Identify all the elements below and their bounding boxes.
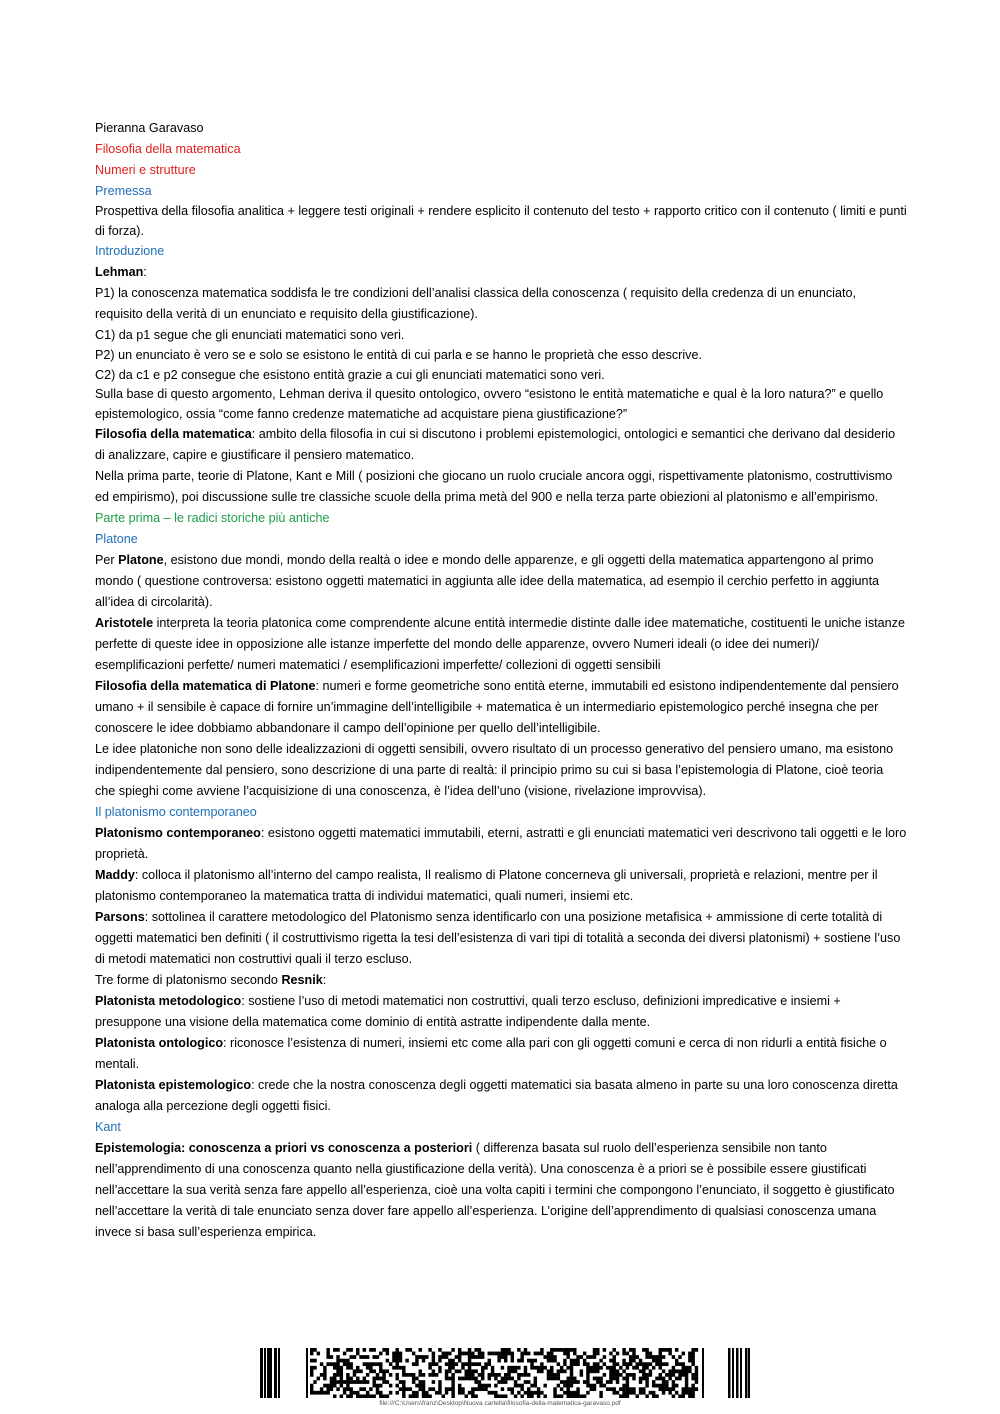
idee-platoniche-paragraph: Le idee platoniche non sono delle idealizzazioni di oggetti sensibili, ovvero risultato di un processo generativo del pensiero umano, ma esistono indipendentemente dal pensiero, sono descrizione di una parte di realtà: il principio primo su cui si basa l’epistemologia di Platone, cioè teoria che spieghi come avviene l’acquisizione di una conoscenza, è l’idea dell’uno (visione, rivelazione improvvisa). xyxy=(95,742,894,798)
ontologico-text: : riconosce l’esistenza di numeri, insiemi etc come alla pari con gli oggetti comuni e cerca di non ridurli a entità fisiche o mentali. xyxy=(95,1036,887,1071)
introduzione-heading: Introduzione xyxy=(95,244,165,258)
tre-forme-line xyxy=(95,970,907,991)
epistemologico-paragraph xyxy=(95,1075,907,1117)
epistemologico-text: : crede che la nostra conoscenza degli oggetti matematici sia basata almeno in parte su una loro conoscenza diretta analoga alla percezione degli oggetti fisici. xyxy=(95,1078,898,1113)
aristotele-text: interpreta la teoria platonica come comprendente alcune entità intermedie distinte dalle idee matematiche, costituenti le uniche istanze perfette di queste idee in opposizione alle istanze imperfette del mondo delle apparenze, ovvero Numeri ideali (o idee dei numeri)/ esemplificazioni perfette/ numeri matematici / esemplificazioni imperfette/ collezioni di oggetti sensibili xyxy=(95,616,905,672)
lehman-colon: : xyxy=(143,265,147,279)
epistemologia-text: ( differenza basata sul ruolo dell’esperienza sensibile non tanto nell’apprendimento di una conoscenza quanto nella giustificazione della verità). Una conoscenza è a priori se è possibile essere giustificati nell’accettare la sua verità senza fare appello all’esperienza, cioè una volta capiti i termini che compongono l’enunciato, il soggetto è giustificato nell’accettare la verità di tale enunciato senza dover fare appello all’esperienza. L’origine dell’apprendimento di qualsiasi conoscenza umana invece si basa sull’esperienza empirica. xyxy=(95,1141,895,1239)
parsons-paragraph xyxy=(95,907,907,970)
parsons-term: Parsons xyxy=(95,910,145,924)
barcode-image xyxy=(260,1348,750,1398)
epistemologia-paragraph xyxy=(95,1138,907,1243)
filosofia-term: Filosofia della matematica xyxy=(95,427,252,441)
resnik-term: Resnik xyxy=(281,973,323,987)
file-path-footer: file:///C:\Users\franz\Desktop\Nuova cartella\filosofia-della-matematica-garavaso.pdf xyxy=(379,1400,621,1407)
platonismo-contemporaneo-term: Platonismo contemporaneo xyxy=(95,826,261,840)
tre-forme-pre: Tre forme di platonismo secondo xyxy=(95,973,282,987)
platone-term: Platone xyxy=(118,553,164,567)
platone-text: , esistono due mondi, mondo della realtà o idee e mondo delle apparenze, e gli oggetti della matematica appartengono al primo mondo ( questione controversa: esistono oggetti matematici in aggiunta alle idee della matematica, ad esempio il cerchio perfetto in aggiunta all’idea di circolarità). xyxy=(95,553,880,609)
kant-heading: Kant xyxy=(95,1120,121,1134)
filosofia-text: : ambito della filosofia in cui si discutono i problemi epistemologici, ontologici e semantici che derivano dal desiderio di analizzare, capire e giustificare il pensiero matematico. xyxy=(95,427,896,462)
platonismo-contemporaneo-paragraph xyxy=(95,823,907,865)
document-title: Filosofia della matematica xyxy=(95,142,241,156)
ontologico-paragraph xyxy=(95,1033,907,1075)
lehman-argument: Sulla base di questo argomento, Lehman deriva il quesito ontologico, ovvero “esistono le entità matematiche e qual è la loro natura?” e quello epistemologico, ossia “come fanno credenze matematiche ad acquistare piena giustificazione?” xyxy=(95,387,884,421)
platone-paragraph xyxy=(95,550,907,613)
maddy-term: Maddy xyxy=(95,868,135,882)
parte-prima-heading: Parte prima – le radici storiche più antiche xyxy=(95,511,330,525)
overview-paragraph: Nella prima parte, teorie di Platone, Kant e Mill ( posizioni che giocano un ruolo cruciale ancora oggi, rispettivamente platonismo, costruttivismo ed empirismo), poi discussione sulle tre classiche scuole della prima metà del 900 e nella terza parte obiezioni al platonismo e all’empirismo. xyxy=(95,469,893,504)
premessa-heading: Premessa xyxy=(95,184,152,198)
epistemologia-term: Epistemologia: conoscenza a priori vs conoscenza a posteriori xyxy=(95,1141,473,1155)
lehman-term: Lehman xyxy=(95,265,144,279)
metodologico-text: : sostiene l’uso di metodi matematici non costruttivi, quali terzo escluso, definizioni impredicative e insiemi + presuppone una visione della matematica come dominio di entità astratte indipendente dalla mente. xyxy=(95,994,841,1029)
lehman-label xyxy=(95,262,907,283)
tre-forme-post: : xyxy=(322,973,327,987)
premise-p1: P1) la conoscenza matematica soddisfa le tre condizioni dell’analisi classica della conoscenza ( requisito della credenza di un enunciato, requisito della verità di un enunciato e requisito della giustificazione). xyxy=(95,286,856,321)
document-subtitle: Numeri e strutture xyxy=(95,163,196,177)
platone-per: Per xyxy=(95,553,119,567)
filosofia-definition xyxy=(95,424,907,466)
conclusion-c1: C1) da p1 segue che gli enunciati matematici sono veri. xyxy=(95,328,405,342)
filosofia-platone-text: : numeri e forme geometriche sono entità eterne, immutabili ed esistono indipendentemente dal pensiero umano + il sensibile è capace di fornire un’immagine dell’intelligibile + matematica è un intermediario epistemologico perché insegna che per conoscere le idee dobbiamo abbandonare il campo dell’opinione per quello dell’intelligibile. xyxy=(95,679,899,735)
filosofia-platone-paragraph xyxy=(95,676,907,739)
premessa-text: Prospettiva della filosofia analitica + leggere testi originali + rendere esplicito il contenuto del testo + rapporto critico con il contenuto ( limiti e punti di forza). xyxy=(95,204,907,238)
ontologico-term: Platonista ontologico xyxy=(95,1036,224,1050)
maddy-paragraph xyxy=(95,865,907,907)
metodologico-term: Platonista metodologico xyxy=(95,994,242,1008)
premise-p2: P2) un enunciato è vero se e solo se esistono le entità di cui parla e se hanno le proprietà che esso descrive. xyxy=(95,348,702,362)
aristotele-paragraph xyxy=(95,613,907,676)
maddy-text: : colloca il platonismo all’interno del campo realista, Il realismo di Platone concerneva gli universali, proprietà e relazioni, mentre per il platonismo contemporaneo la matematica tratta di individui matematici, quali numeri, insiemi etc. xyxy=(95,868,878,903)
platone-heading: Platone xyxy=(95,532,138,546)
epistemologico-term: Platonista epistemologico xyxy=(95,1078,252,1092)
author-name: Pieranna Garavaso xyxy=(95,121,204,135)
conclusion-c2: C2) da c1 e p2 consegue che esistono entità grazie a cui gli enunciati matematici sono veri. xyxy=(95,367,605,382)
filosofia-platone-term: Filosofia della matematica di Platone xyxy=(95,679,316,693)
metodologico-paragraph xyxy=(95,991,907,1033)
aristotele-term: Aristotele xyxy=(95,616,154,630)
platonismo-heading: Il platonismo contemporaneo xyxy=(95,805,257,819)
platonismo-contemporaneo-text: : esistono oggetti matematici immutabili, eterni, astratti e gli enunciati matematici veri descrivono tali oggetti e le loro proprietà. xyxy=(95,826,907,861)
document-body xyxy=(95,118,907,1243)
parsons-text: : sottolinea il carattere metodologico del Platonismo senza identificarlo con una posizione metafisica + ammissione di certe totalità di oggetti matematici ben definiti ( il costruttivismo rigetta la tesi dell’esistenza di vari tipi di totalità a seconda dei diversi platonismi) + sostiene l’uso di metodi matematici non costruttivi quali il terzo escluso. xyxy=(95,910,901,966)
